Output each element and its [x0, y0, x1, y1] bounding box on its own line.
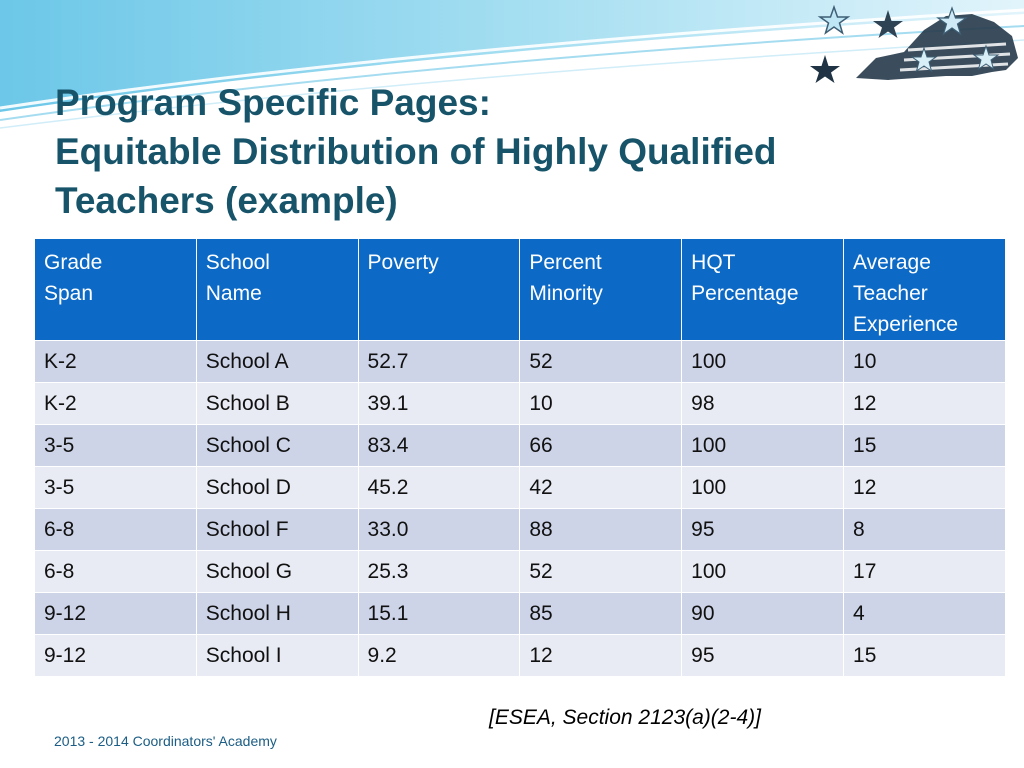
table-cell: 3-5: [35, 467, 197, 509]
title-line-1: Program Specific Pages:: [55, 82, 491, 123]
table-cell: 66: [520, 425, 682, 467]
column-header-line: School: [205, 251, 270, 274]
slide-title: [55, 78, 875, 225]
table-cell: 100: [682, 551, 844, 593]
table-cell: 17: [844, 551, 1006, 593]
table-cell: School D: [196, 467, 358, 509]
table-cell: 10: [844, 341, 1006, 383]
table-cell: School A: [196, 341, 358, 383]
table-cell: 4: [844, 593, 1006, 635]
table-cell: School C: [196, 425, 358, 467]
table-cell: 12: [844, 467, 1006, 509]
table-row: [35, 593, 1006, 635]
table-cell: School F: [196, 509, 358, 551]
column-header: [358, 239, 520, 341]
table-row: [35, 383, 1006, 425]
table-cell: School B: [196, 383, 358, 425]
column-header-line: Percent: [529, 251, 602, 274]
table-cell: 95: [682, 635, 844, 677]
table-cell: 12: [520, 635, 682, 677]
column-header-line: Percentage: [691, 282, 799, 305]
table-cell: 100: [682, 425, 844, 467]
table-cell: 52: [520, 341, 682, 383]
table-cell: School G: [196, 551, 358, 593]
table-cell: 15: [844, 635, 1006, 677]
table-cell: 9-12: [35, 593, 197, 635]
column-header-line: Grade: [44, 251, 103, 274]
title-line-3: Teachers (example): [55, 180, 398, 221]
table-cell: 33.0: [358, 509, 520, 551]
column-header-line: Experience: [853, 313, 959, 336]
table-body: [35, 341, 1006, 677]
table-cell: 9-12: [35, 635, 197, 677]
column-header: [520, 239, 682, 341]
table-cell: 95: [682, 509, 844, 551]
table-cell: 25.3: [358, 551, 520, 593]
hqt-distribution-table: [34, 238, 1006, 677]
column-header-line: Poverty: [367, 251, 439, 274]
table-cell: 15: [844, 425, 1006, 467]
column-header-line: HQT: [691, 251, 736, 274]
table-cell: 39.1: [358, 383, 520, 425]
table-cell: 90: [682, 593, 844, 635]
table-cell: 83.4: [358, 425, 520, 467]
table-cell: 100: [682, 467, 844, 509]
table-cell: 52: [520, 551, 682, 593]
table-cell: 8: [844, 509, 1006, 551]
table-cell: 45.2: [358, 467, 520, 509]
table-cell: 12: [844, 383, 1006, 425]
column-header-line: Minority: [529, 282, 603, 305]
table-cell: 15.1: [358, 593, 520, 635]
column-header: [844, 239, 1006, 341]
column-header-line: Span: [44, 282, 94, 305]
table-cell: 3-5: [35, 425, 197, 467]
table-row: [35, 425, 1006, 467]
table-cell: 10: [520, 383, 682, 425]
citation-text: [ESEA, Section 2123(a)(2-4)]: [489, 706, 761, 729]
column-header-line: Teacher: [853, 282, 928, 305]
table-cell: 9.2: [358, 635, 520, 677]
column-header: [35, 239, 197, 341]
title-line-2: Equitable Distribution of Highly Qualified: [55, 131, 777, 172]
table-cell: 52.7: [358, 341, 520, 383]
column-header-line: Average: [853, 251, 931, 274]
table-cell: K-2: [35, 383, 197, 425]
table-cell: School H: [196, 593, 358, 635]
table-cell: 98: [682, 383, 844, 425]
table-cell: 6-8: [35, 551, 197, 593]
column-header: [682, 239, 844, 341]
column-header: [196, 239, 358, 341]
table-cell: 100: [682, 341, 844, 383]
table-row: [35, 551, 1006, 593]
table-cell: 88: [520, 509, 682, 551]
table-row: [35, 635, 1006, 677]
table-cell: 42: [520, 467, 682, 509]
column-header-line: Name: [205, 282, 262, 305]
table-row: [35, 341, 1006, 383]
header-row: [35, 239, 1006, 341]
table-row: [35, 509, 1006, 551]
table-cell: 85: [520, 593, 682, 635]
table-header: [35, 239, 1006, 341]
table-cell: 6-8: [35, 509, 197, 551]
table-cell: K-2: [35, 341, 197, 383]
footer-text: 2013 - 2014 Coordinators' Academy: [54, 733, 277, 749]
table-row: [35, 467, 1006, 509]
table-cell: School I: [196, 635, 358, 677]
